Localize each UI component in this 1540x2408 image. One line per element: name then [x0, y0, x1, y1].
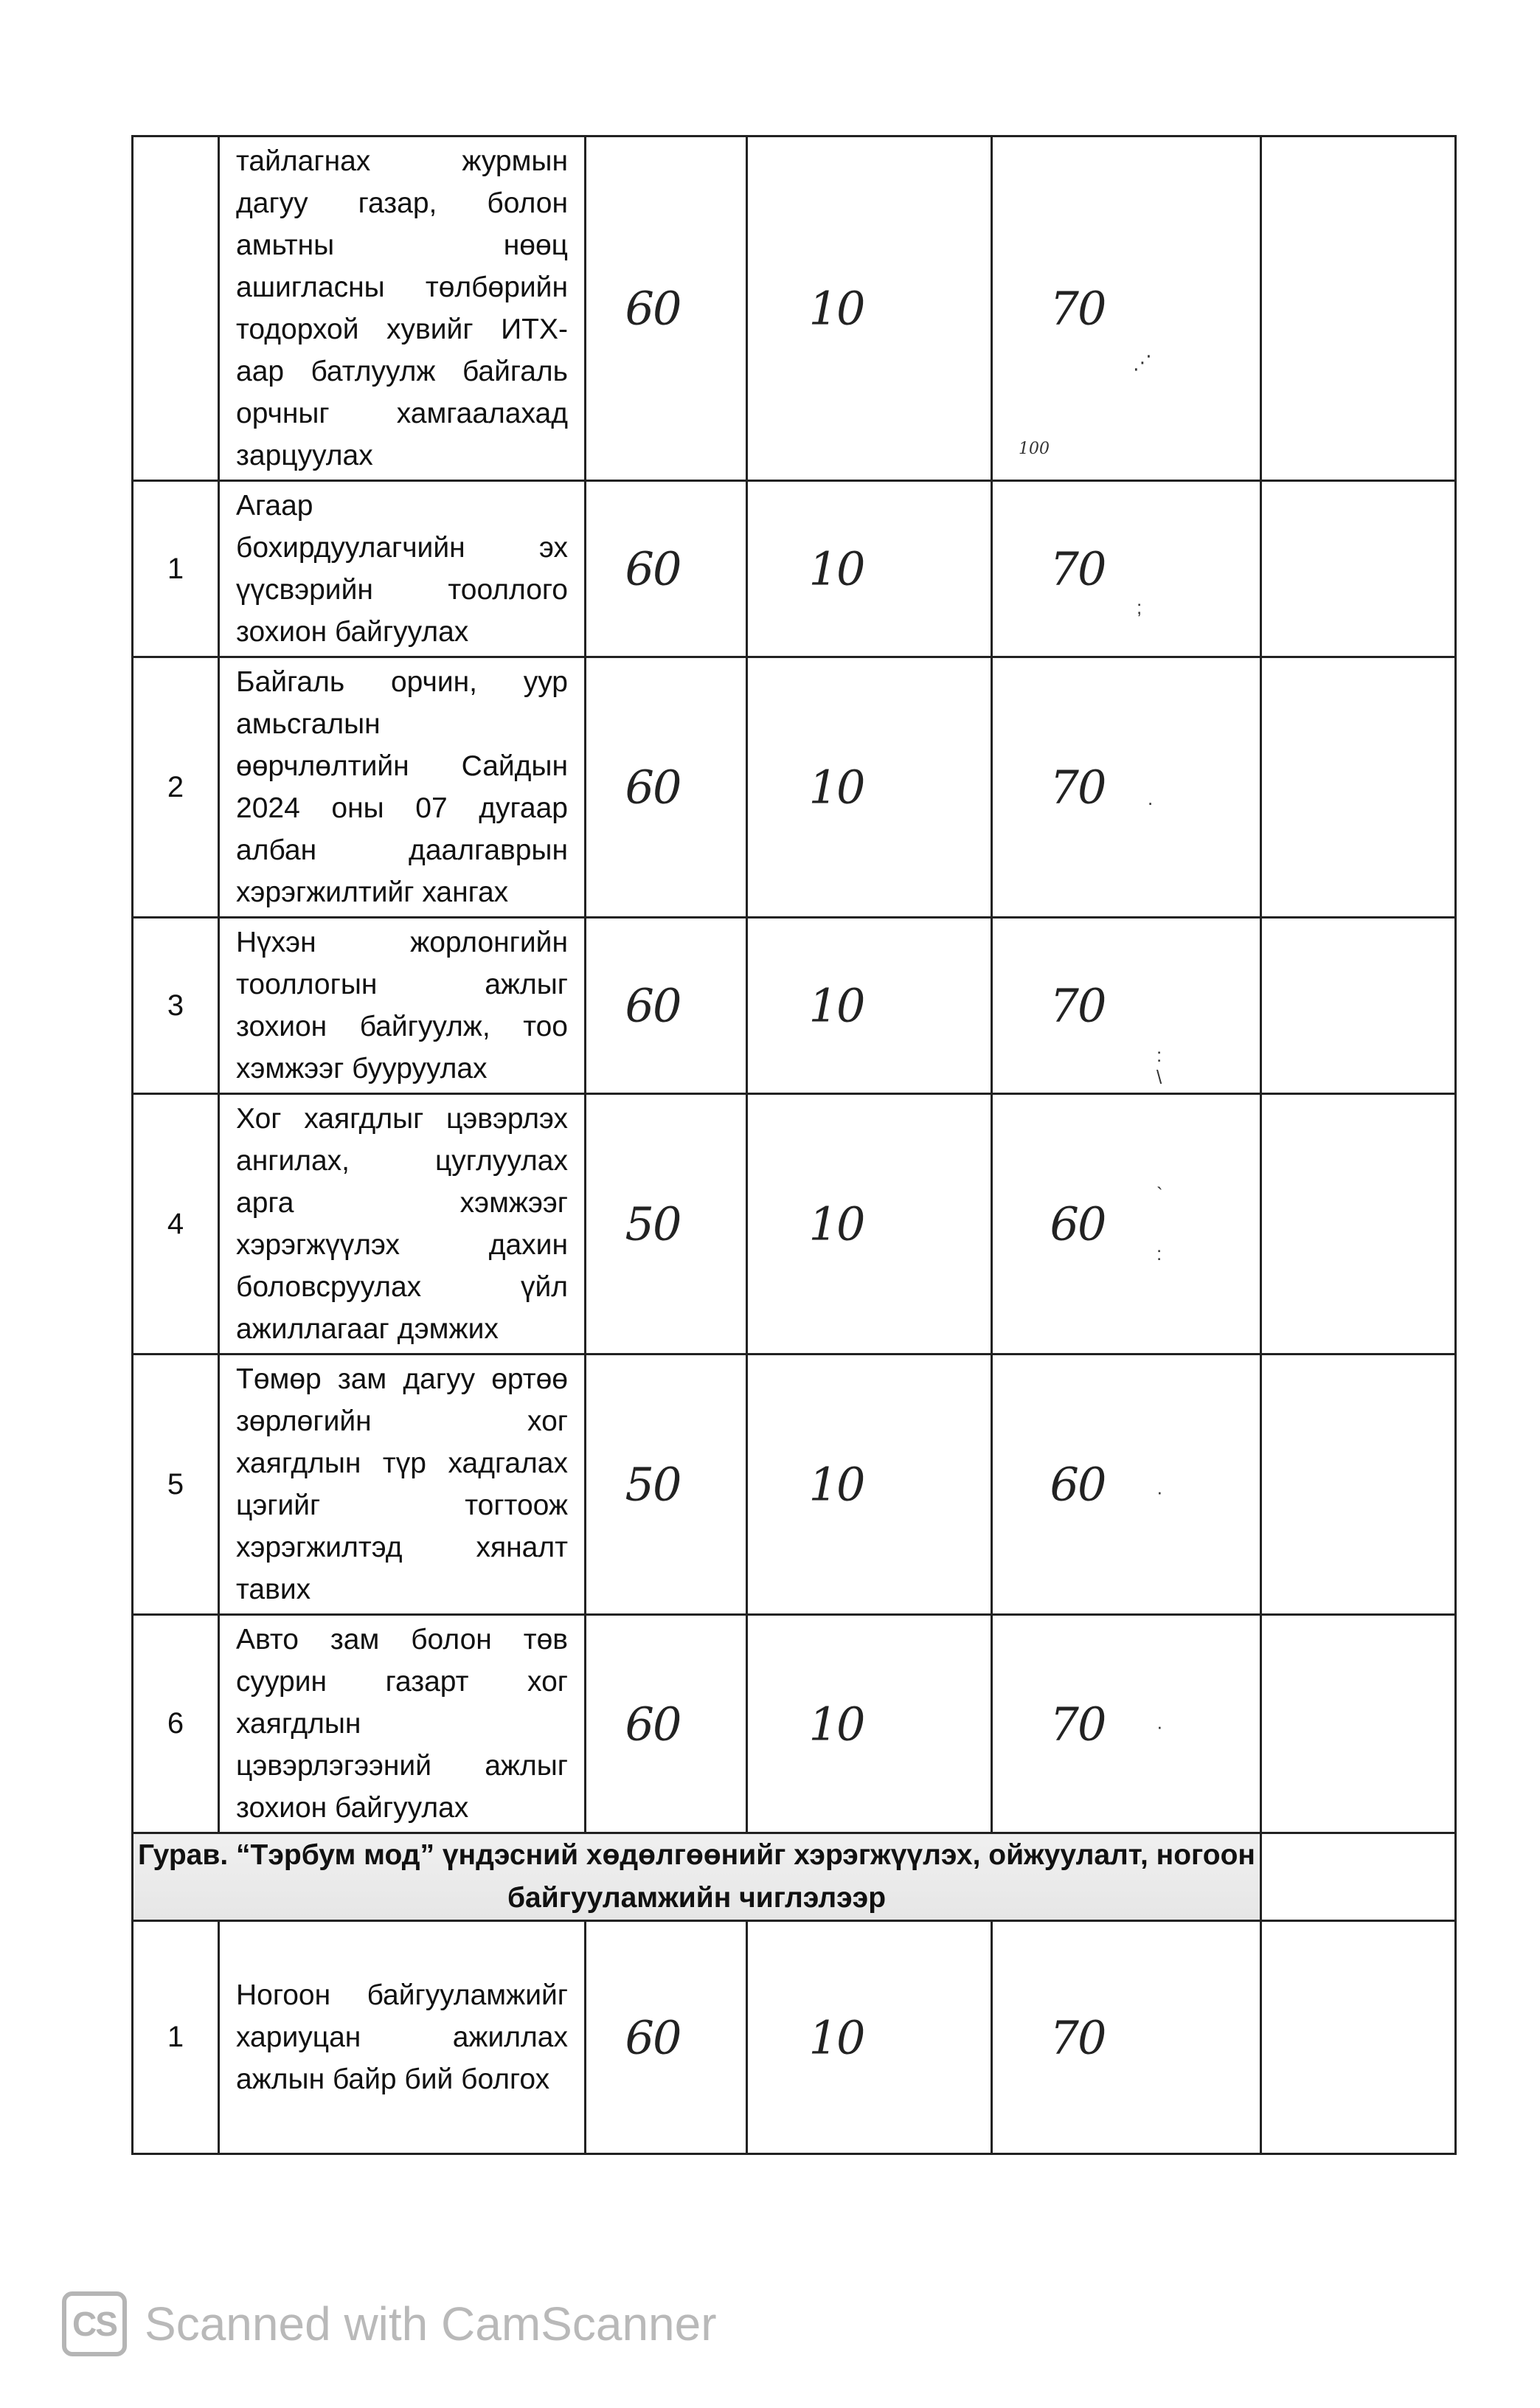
task-description-line: ангилах, цуглуулах [236, 1145, 568, 1177]
task-description-line: суурин газарт хог [236, 1666, 568, 1698]
score-cell [747, 481, 992, 657]
score-cell [747, 1921, 992, 2154]
score-cell [586, 1615, 747, 1833]
task-description-line: бохирдуулагчийн эх [236, 532, 568, 564]
score-cell [586, 1921, 747, 2154]
task-description-line: Авто зам болон төв [236, 1624, 568, 1656]
task-description-line: дагуу газар, болон [236, 187, 568, 219]
task-description-line: үүсвэрийн тооллого [236, 574, 568, 606]
task-description [219, 481, 586, 657]
empty-cell [1261, 1833, 1456, 1921]
empty-cell [1261, 1615, 1456, 1833]
task-description-line: Нүхэн жорлонгийн [236, 927, 568, 958]
empty-cell [1261, 1094, 1456, 1354]
handwritten-score3: 70 [1050, 542, 1106, 596]
task-description-line: амьтны нөөц [236, 229, 568, 261]
task-description [219, 136, 586, 481]
row-number: 1 [133, 481, 219, 657]
task-description-line: ажлын байр бий болгох [236, 2063, 550, 2095]
score-cell [992, 1615, 1261, 1833]
row-number: 4 [133, 1094, 219, 1354]
handwritten-tick-mark: · [1156, 1481, 1163, 1503]
task-description-line: арга хэмжээг [236, 1187, 568, 1219]
task-description-line: орчныг хамгаалахад [236, 398, 568, 429]
task-description-line: аар батлуулж байгаль [236, 356, 568, 387]
task-description-line: боловсруулах үйл [236, 1271, 568, 1303]
task-description-line: албан даалгаврын [236, 834, 568, 866]
task-description-line: хэрэгжилтэд хяналт [236, 1532, 568, 1563]
task-description-line: хаягдлын түр хадгалах [236, 1447, 568, 1479]
score-cell [586, 657, 747, 918]
table-row [133, 1615, 1456, 1833]
handwritten-score3: 70 [1050, 2010, 1106, 2064]
task-description-line: зохион байгуулах [236, 616, 469, 648]
task-description-line: тодорхой хувийг ИТХ- [236, 314, 568, 345]
handwritten-score2: 10 [808, 1697, 864, 1751]
score-cell [586, 918, 747, 1094]
score-cell [586, 136, 747, 481]
score-cell [586, 1354, 747, 1615]
handwritten-tick-mark: ⋰ [1133, 351, 1152, 373]
task-description [219, 657, 586, 918]
task-description-line: цэгийг тогтоож [236, 1490, 568, 1521]
evaluation-table [131, 135, 1457, 2155]
handwritten-tick-mark: : [1156, 1044, 1162, 1066]
table-row [133, 1094, 1456, 1354]
handwritten-tick-mark: · [1156, 1715, 1163, 1737]
handwritten-score2: 10 [808, 1457, 864, 1512]
handwritten-score3: 60 [1050, 1197, 1106, 1251]
empty-cell [1261, 657, 1456, 918]
section-header-row [133, 1833, 1456, 1921]
row-number: 5 [133, 1354, 219, 1615]
handwritten-score2: 10 [808, 978, 864, 1033]
table-row [133, 481, 1456, 657]
empty-cell [1261, 136, 1456, 481]
handwritten-score2: 10 [808, 760, 864, 814]
handwritten-tick-mark: : [1156, 1242, 1162, 1264]
score-cell [992, 918, 1261, 1094]
handwritten-score1: 60 [625, 760, 681, 814]
score-cell [992, 1094, 1261, 1354]
handwritten-score1: 50 [625, 1457, 681, 1512]
handwritten-score1: 60 [625, 1697, 681, 1751]
task-description-line: зарцуулах [236, 440, 373, 471]
task-description-line: цэвэрлэгээний ажлыг [236, 1750, 568, 1782]
task-description-line: ашигласны төлбөрийн [236, 271, 568, 303]
task-description [219, 1921, 586, 2154]
camscanner-logo-icon: CS [62, 2291, 127, 2356]
empty-cell [1261, 1354, 1456, 1615]
task-description-line: хэмжээг бууруулах [236, 1053, 488, 1084]
score-cell [747, 136, 992, 481]
table-row [133, 657, 1456, 918]
handwritten-score3: 70 [1050, 978, 1106, 1033]
score-cell [747, 918, 992, 1094]
handwritten-score2: 10 [808, 281, 864, 336]
row-number [133, 136, 219, 481]
task-description-line: зохион байгуулж, тоо [236, 1011, 568, 1042]
handwritten-score3: 70 [1050, 760, 1106, 814]
handwritten-score1: 50 [625, 1197, 681, 1251]
score-cell [992, 481, 1261, 657]
handwritten-score3: 70 [1050, 1697, 1106, 1751]
score-cell [747, 1354, 992, 1615]
score-cell [992, 1354, 1261, 1615]
section-title-line: байгууламжийн чиглэлээр [507, 1882, 887, 1914]
empty-cell [1261, 1921, 1456, 2154]
table-body [133, 136, 1456, 2154]
task-description-line: Ногоон байгууламжийг [236, 1979, 568, 2011]
handwritten-score1: 60 [625, 2010, 681, 2064]
handwritten-score2: 10 [808, 1197, 864, 1251]
table-row [133, 918, 1456, 1094]
task-description-line: хэрэгжилтийг хангах [236, 876, 509, 908]
task-description [219, 1094, 586, 1354]
task-description-line: Агаар [236, 490, 313, 522]
score-cell [992, 136, 1261, 481]
handwritten-tick-mark: \ [1156, 1066, 1162, 1088]
section-title [133, 1833, 1261, 1921]
task-description-line: тайлагнах журмын [236, 145, 568, 177]
task-description-line: ажиллагааг дэмжих [236, 1313, 499, 1345]
handwritten-score2: 10 [808, 2010, 864, 2064]
task-description [219, 918, 586, 1094]
handwritten-note: 100 [1019, 440, 1050, 458]
table-row [133, 1354, 1456, 1615]
handwritten-tick-mark: . [1148, 787, 1154, 809]
task-description-line: хэрэгжүүлэх дахин [236, 1229, 568, 1261]
task-description-line: зөрлөгийн хог [236, 1405, 568, 1437]
task-description-line: Хог хаягдлыг цэвэрлэх [236, 1103, 568, 1135]
handwritten-score3: 60 [1050, 1457, 1106, 1512]
task-description-line: амьсгалын [236, 708, 381, 740]
camscanner-watermark [62, 2286, 717, 2362]
camscanner-text: Scanned with CamScanner [145, 2297, 717, 2350]
task-description-line: хаягдлын [236, 1708, 361, 1740]
score-cell [586, 1094, 747, 1354]
task-description-line: тавих [236, 1574, 311, 1605]
handwritten-tick-mark: ; [1137, 596, 1142, 618]
task-description [219, 1615, 586, 1833]
task-description [219, 1354, 586, 1615]
task-description-line: 2024 оны 07 дугаар [236, 792, 568, 824]
score-cell [586, 481, 747, 657]
task-description-line: Байгаль орчин, уур [236, 666, 568, 698]
score-cell [992, 657, 1261, 918]
handwritten-score2: 10 [808, 542, 864, 596]
task-description-line: өөрчлөлтийн Сайдын [236, 750, 568, 782]
task-description-line: зохион байгуулах [236, 1792, 469, 1824]
task-description-line: тооллогын ажлыг [236, 969, 568, 1000]
score-cell [747, 1615, 992, 1833]
score-cell [747, 1094, 992, 1354]
score-cell [747, 657, 992, 918]
row-number: 1 [133, 1921, 219, 2154]
empty-cell [1261, 481, 1456, 657]
task-description-line: хариуцан ажиллах [236, 2021, 568, 2053]
row-number: 6 [133, 1615, 219, 1833]
task-description-line: Төмөр зам дагуу өртөө [236, 1363, 568, 1395]
table-row [133, 1921, 1456, 2154]
handwritten-score1: 60 [625, 542, 681, 596]
handwritten-score1: 60 [625, 281, 681, 336]
handwritten-tick-mark: ` [1156, 1183, 1163, 1205]
score-cell [992, 1921, 1261, 2154]
handwritten-score3: 70 [1050, 281, 1106, 336]
handwritten-score1: 60 [625, 978, 681, 1033]
section-title-line: Гурав. “Тэрбум мод” үндэсний хөдөлгөөнийг хэрэгжүүлэх, ойжуулалт, ногоон [138, 1839, 1255, 1871]
table-row [133, 136, 1456, 481]
row-number: 2 [133, 657, 219, 918]
row-number: 3 [133, 918, 219, 1094]
empty-cell [1261, 918, 1456, 1094]
